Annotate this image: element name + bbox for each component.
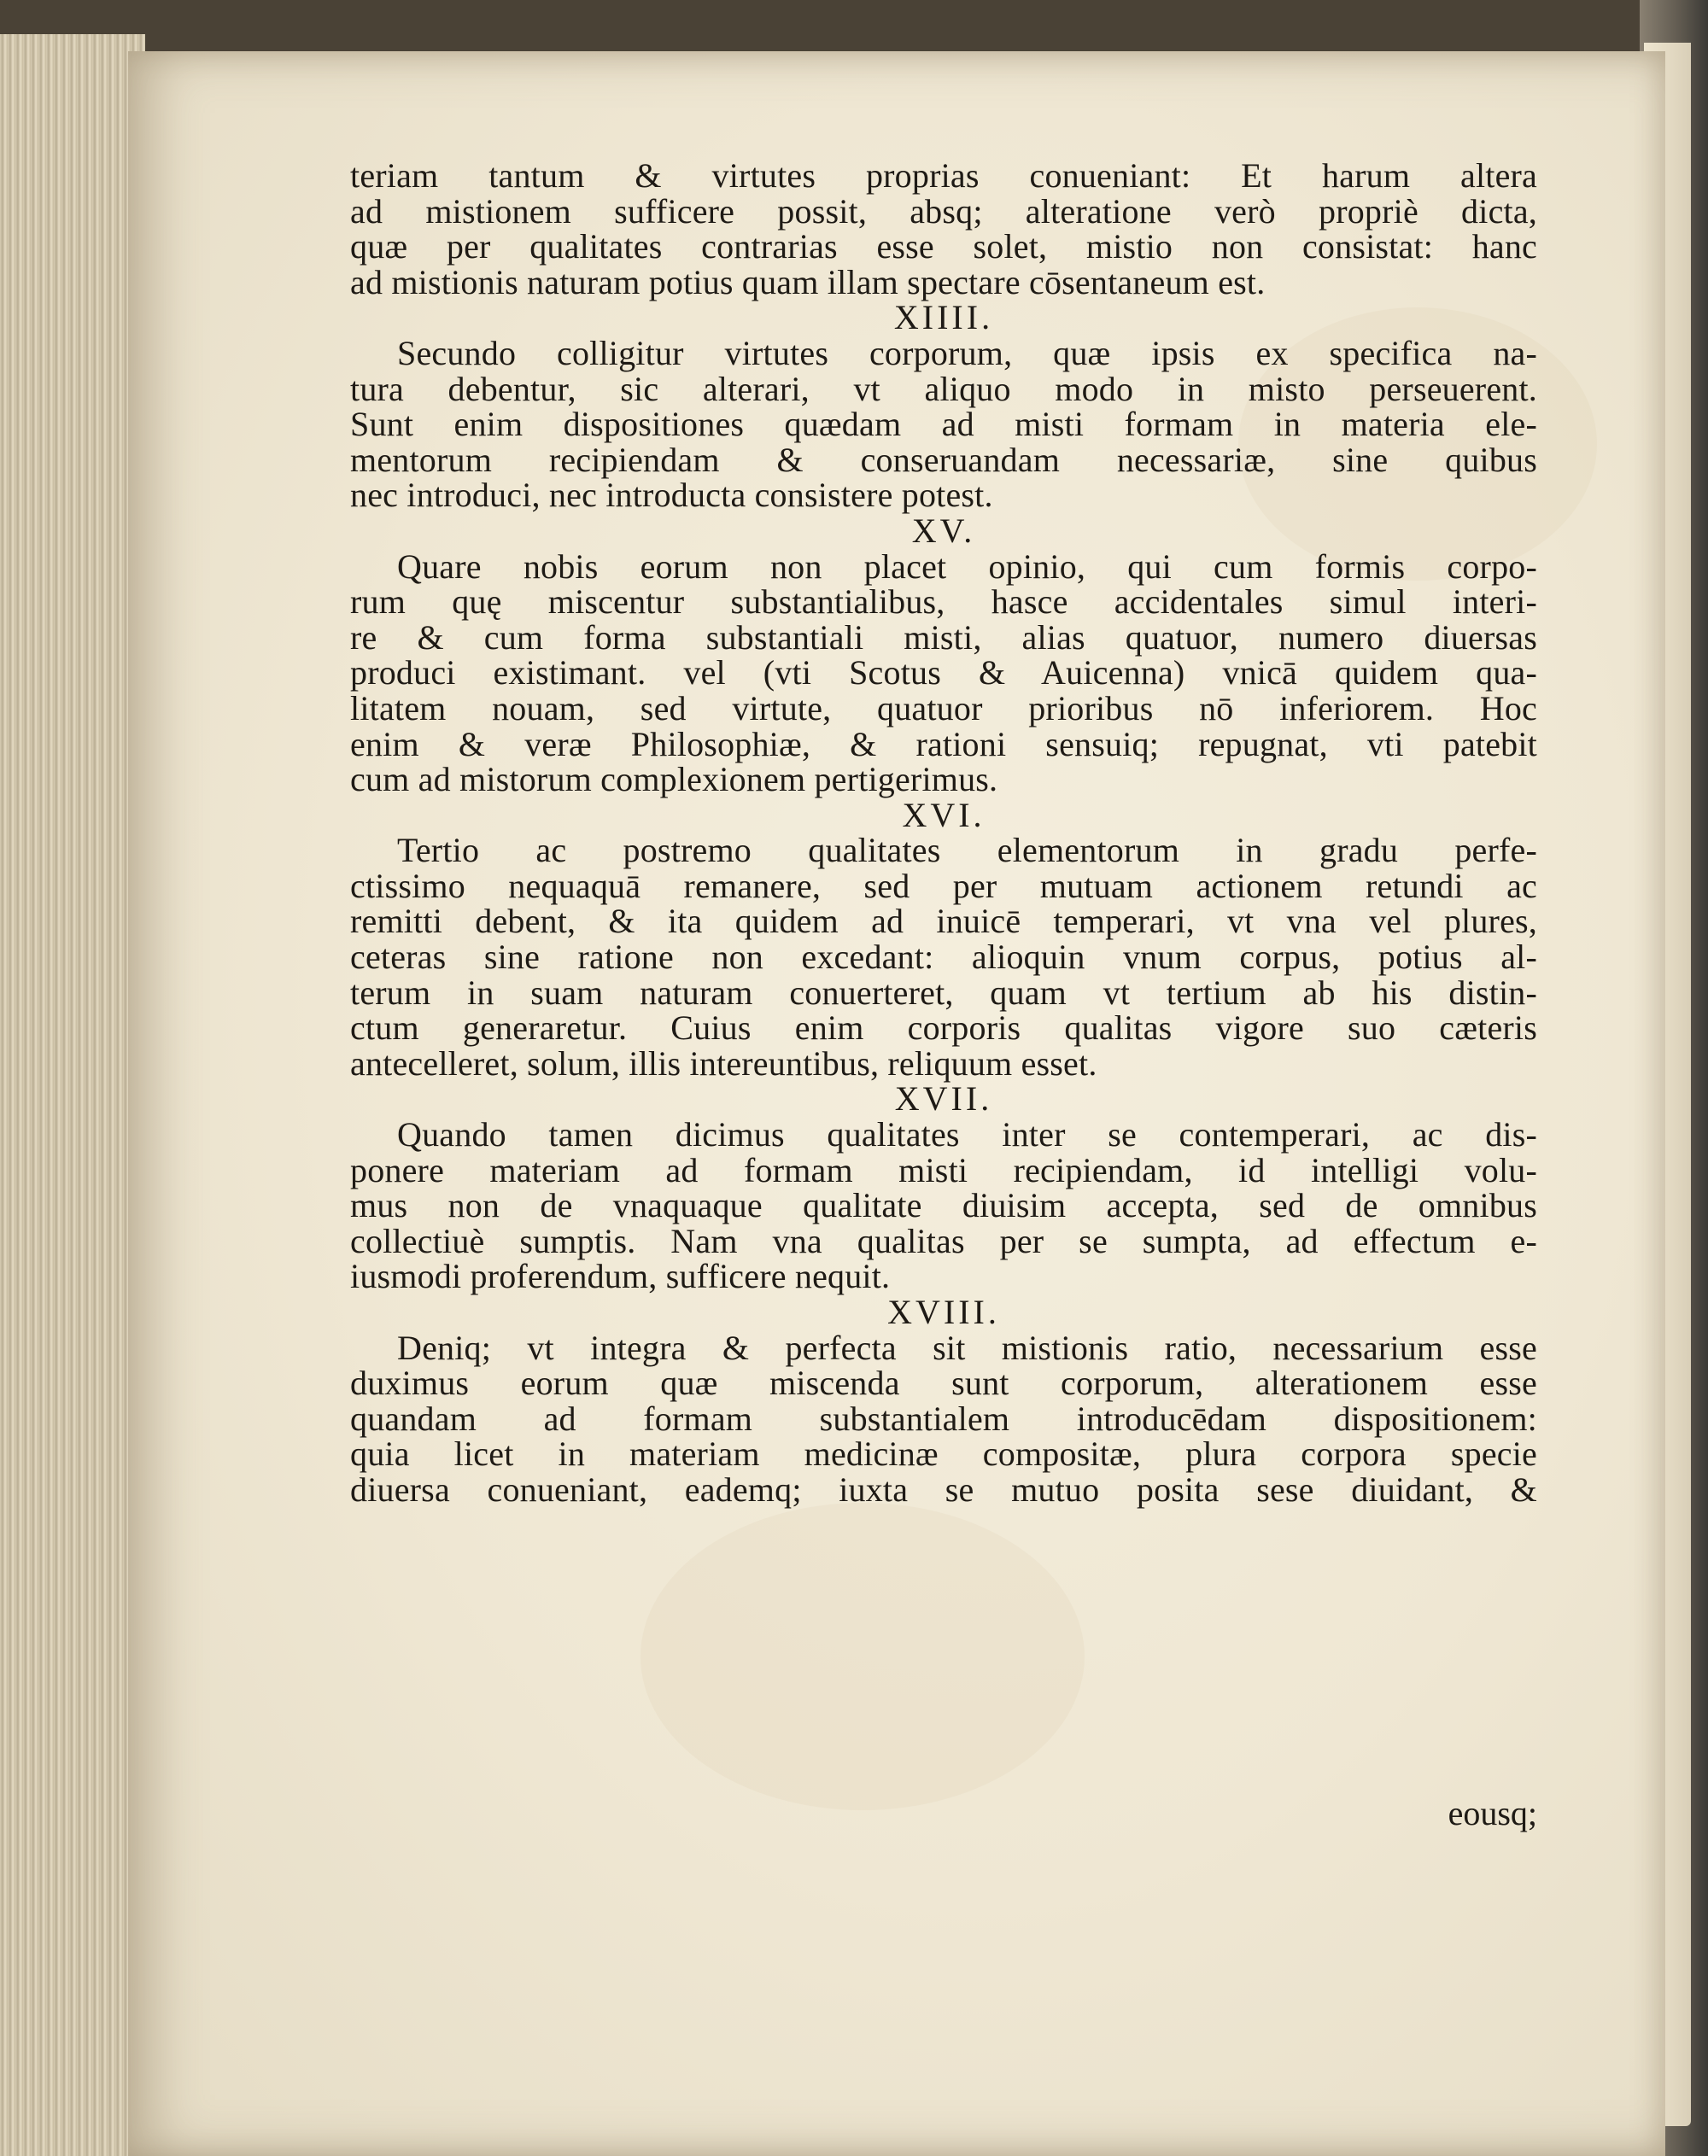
text-line: collectiuè sumptis. Nam vna qualitas per se sumpta, ad effectum e- [350, 1221, 1537, 1260]
section-heading: XIIII. [893, 298, 994, 337]
text-line: teriam tantum & virtutes proprias conueniant: Et harum altera [350, 156, 1537, 195]
text-line: cum ad mistorum complexionem pertigerimus. [350, 760, 998, 799]
text-line: antecelleret, solum, illis intereuntibus, reliquum esset. [350, 1043, 1097, 1083]
text-line: remitti debent, & ita quidem ad inuicē temperari, vt vna vel plures, [350, 902, 1537, 941]
text-line: duximus eorum quæ miscenda sunt corporum, alterationem esse [350, 1364, 1537, 1403]
text-line: mentorum recipiendam & conseruandam necessariæ, sine quibus [350, 440, 1537, 479]
catchword: eousq; [1448, 1794, 1537, 1832]
text-line: tura debentur, sic alterari, vt aliquo modo in misto perseuerent. [350, 369, 1537, 408]
text-line: ctum generaretur. Cuius enim corporis qualitas vigore suo cæteris [350, 1008, 1537, 1048]
section-heading: XV. [911, 511, 976, 550]
text-line: terum in suam naturam conuerteret, quam vt tertium ab his distin- [350, 973, 1537, 1012]
text-line: ceteras sine ratione non excedant: alioquin vnum corpus, potius al- [350, 938, 1537, 977]
text-line: litatem nouam, sed virtute, quatuor prioribus nō inferiorem. Hoc [350, 688, 1537, 727]
text-line: enim & veræ Philosophiæ, & rationi sensuiq; repugnat, vti patebit [350, 724, 1537, 763]
text-line: ad mistionem sufficere possit, absq; alteratione verò propriè dicta, [350, 191, 1537, 231]
text-line: Sunt enim dispositiones quædam ad misti formam in materia ele- [350, 405, 1537, 444]
text-line: ctissimo nequaquā remanere, sed per mutuam actionem retundi ac [350, 866, 1537, 905]
paper-stain [640, 1503, 1085, 1810]
text-line: quandam ad formam substantialem introducēdam dispositionem: [350, 1399, 1537, 1438]
text-line: Tertio ac postremo qualitates elementorum in gradu perfe- [397, 831, 1537, 870]
text-line: iusmodi proferendum, sufficere nequit. [350, 1257, 891, 1296]
text-line: nec introduci, nec introducta consistere potest. [350, 476, 993, 515]
text-line: mus non de vnaquaque qualitate diuisim accepta, sed de omnibus [350, 1186, 1537, 1225]
text-line: quæ per qualitates contrarias esse solet, mistio non consistat: hanc [350, 227, 1537, 266]
text-line: re & cum forma substantiali misti, alias quatuor, numero diuersas [350, 617, 1537, 657]
text-line: Quare nobis eorum non placet opinio, qui cum formis corpo- [397, 546, 1537, 586]
text-line: produci existimant. vel (vti Scotus & Auicenna) vnicā quidem qua- [350, 653, 1537, 692]
text-line: ad mistionis naturam potius quam illam spectare cōsentaneum est. [350, 262, 1266, 301]
book-page-edges [0, 34, 145, 2156]
text-line: ponere materiam ad formam misti recipiendam, id intelligi volu- [350, 1150, 1537, 1189]
section-heading: XVII. [894, 1079, 993, 1119]
section-heading: XVIII. [887, 1293, 1000, 1331]
text-line: Quando tamen dicimus qualitates inter se contemperari, ac dis- [397, 1115, 1537, 1154]
text-block [350, 158, 1537, 1508]
text-line: diuersa conueniant, eademq; iuxta se mutuo posita sese diuidant, & [350, 1469, 1537, 1509]
text-line: Secundo colligitur virtutes corporum, quæ ipsis ex specifica na- [397, 333, 1537, 372]
section-heading: XVI. [902, 795, 986, 834]
text-line: quia licet in materiam medicinæ compositæ, plura corpora specie [350, 1434, 1537, 1474]
text-line: rum quę miscentur substantialibus, hasce accidentales simul interi- [350, 582, 1537, 622]
text-line: Deniq; vt integra & perfecta sit mistionis ratio, necessarium esse [397, 1328, 1537, 1367]
